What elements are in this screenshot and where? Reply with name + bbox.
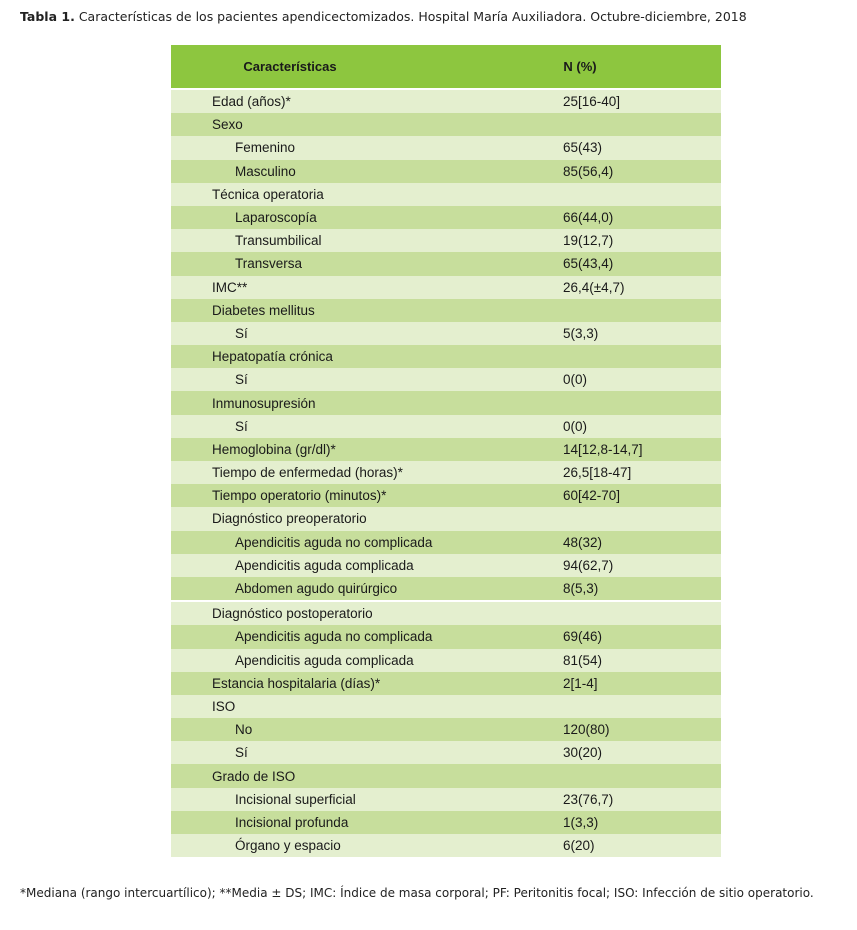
row-value: 66(44,0) bbox=[563, 210, 614, 226]
row-label: Edad (años)* bbox=[212, 94, 291, 110]
row-value: 14[12,8-14,7] bbox=[563, 441, 643, 457]
table-row bbox=[171, 206, 721, 229]
table-row bbox=[171, 602, 721, 625]
table-row bbox=[171, 484, 721, 507]
header-n-percent: N (%) bbox=[563, 59, 597, 74]
row-label: Diabetes mellitus bbox=[212, 302, 315, 318]
caption-text: Características de los pacientes apendicectomizados. Hospital María Auxiliadora. Octubre-diciembre, 2018 bbox=[78, 9, 747, 24]
table-row bbox=[171, 741, 721, 764]
row-value: 25[16-40] bbox=[563, 94, 621, 110]
table-row bbox=[171, 438, 721, 461]
table-row bbox=[171, 718, 721, 741]
table-row bbox=[171, 90, 721, 113]
table-row bbox=[171, 507, 721, 530]
row-label: Apendicitis aguda complicada bbox=[235, 557, 414, 573]
row-value: 94(62,7) bbox=[563, 557, 614, 573]
row-label: Hemoglobina (gr/dl)* bbox=[212, 441, 336, 457]
row-value: 23(76,7) bbox=[563, 791, 614, 807]
row-value: 5(3,3) bbox=[563, 325, 599, 341]
table-row bbox=[171, 531, 721, 554]
row-value: 69(46) bbox=[563, 629, 603, 645]
table-row bbox=[171, 649, 721, 672]
row-value: 26,5[18-47] bbox=[563, 465, 632, 481]
table-row bbox=[171, 672, 721, 695]
table-caption bbox=[20, 9, 747, 24]
row-label: Masculino bbox=[235, 163, 296, 179]
row-label: Transversa bbox=[235, 256, 303, 272]
table-footnote: *Mediana (rango intercuartílico); **Media ± DS; IMC: Índice de masa corporal; PF: Peritonitis focal; ISO: Infección de sitio operatorio. bbox=[20, 886, 814, 900]
row-value: 0(0) bbox=[563, 418, 588, 434]
row-value: 8(5,3) bbox=[563, 581, 599, 597]
table-row bbox=[171, 322, 721, 345]
row-label: Inmunosupresión bbox=[212, 395, 316, 411]
row-value: 30(20) bbox=[563, 745, 603, 761]
table-row bbox=[171, 252, 721, 275]
table-row bbox=[171, 695, 721, 718]
table-row bbox=[171, 345, 721, 368]
row-label: Sí bbox=[235, 325, 248, 341]
table-row bbox=[171, 113, 721, 136]
table-row bbox=[171, 276, 721, 299]
row-value: 60[42-70] bbox=[563, 488, 621, 504]
row-label: Transumbilical bbox=[235, 233, 322, 249]
row-value: 85(56,4) bbox=[563, 163, 614, 179]
row-value: 26,4(±4,7) bbox=[563, 279, 625, 295]
row-label: IMC** bbox=[212, 279, 248, 295]
table-row bbox=[171, 183, 721, 206]
row-label: Sí bbox=[235, 418, 248, 434]
row-label: Sí bbox=[235, 372, 248, 388]
characteristics-table bbox=[171, 45, 721, 857]
table-row bbox=[171, 554, 721, 577]
table-row bbox=[171, 811, 721, 834]
row-label: No bbox=[235, 722, 253, 738]
row-value: 6(20) bbox=[563, 838, 595, 854]
row-label: Apendicitis aguda complicada bbox=[235, 652, 414, 668]
row-label: Hepatopatía crónica bbox=[212, 349, 333, 365]
row-label: Sexo bbox=[212, 117, 243, 133]
row-label: Incisional profunda bbox=[235, 814, 349, 830]
row-label: ISO bbox=[212, 698, 236, 714]
row-label: Grado de ISO bbox=[212, 768, 296, 784]
table-row bbox=[171, 136, 721, 159]
row-label: Laparoscopía bbox=[235, 210, 317, 226]
table-header bbox=[171, 45, 721, 88]
table-row bbox=[171, 577, 721, 600]
caption-label: Tabla 1. bbox=[20, 9, 75, 24]
row-label: Abdomen agudo quirúrgico bbox=[235, 581, 398, 597]
table-row bbox=[171, 229, 721, 252]
row-value: 65(43,4) bbox=[563, 256, 614, 272]
row-label: Estancia hospitalaria (días)* bbox=[212, 675, 381, 691]
table-row bbox=[171, 368, 721, 391]
row-label: Diagnóstico preoperatorio bbox=[212, 511, 367, 527]
table-row bbox=[171, 391, 721, 414]
table-row bbox=[171, 299, 721, 322]
table-row bbox=[171, 764, 721, 787]
row-label: Apendicitis aguda no complicada bbox=[235, 534, 433, 550]
row-value: 81(54) bbox=[563, 652, 603, 668]
row-value: 120(80) bbox=[563, 722, 610, 738]
row-label: Sí bbox=[235, 745, 248, 761]
row-value: 19(12,7) bbox=[563, 233, 614, 249]
row-value: 0(0) bbox=[563, 372, 588, 388]
row-label: Incisional superficial bbox=[235, 791, 356, 807]
table-row bbox=[171, 625, 721, 648]
row-label: Apendicitis aguda no complicada bbox=[235, 629, 433, 645]
row-value: 65(43) bbox=[563, 140, 603, 156]
row-value: 1(3,3) bbox=[563, 814, 599, 830]
row-label: Órgano y espacio bbox=[235, 838, 341, 854]
row-label: Técnica operatoria bbox=[212, 186, 324, 202]
table-row bbox=[171, 415, 721, 438]
table-row bbox=[171, 160, 721, 183]
row-label: Femenino bbox=[235, 140, 296, 156]
row-label: Diagnóstico postoperatorio bbox=[212, 606, 373, 622]
table-body bbox=[171, 90, 721, 857]
row-label: Tiempo operatorio (minutos)* bbox=[212, 488, 387, 504]
table-row bbox=[171, 461, 721, 484]
row-value: 48(32) bbox=[563, 534, 603, 550]
row-label: Tiempo de enfermedad (horas)* bbox=[212, 465, 403, 481]
header-characteristics: Características bbox=[243, 59, 337, 74]
table-row bbox=[171, 834, 721, 857]
row-value: 2[1-4] bbox=[563, 675, 598, 691]
table-row bbox=[171, 788, 721, 811]
